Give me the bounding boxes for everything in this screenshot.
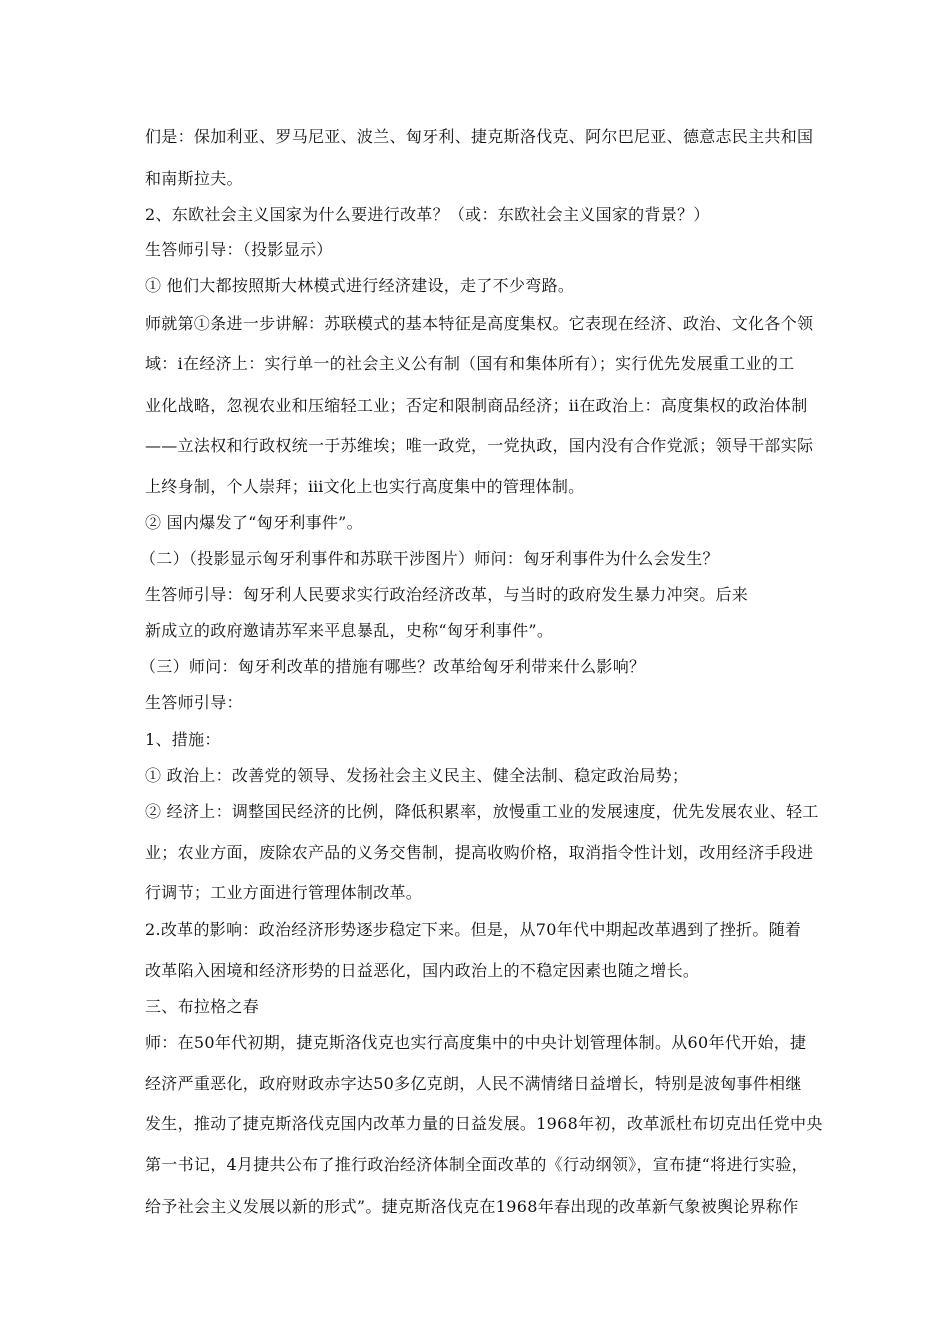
- text-line: 域：ⅰ在经济上：实行单一的社会主义公有制（国有和集体所有）；实行优先发展重工业的工: [145, 354, 795, 373]
- text-line: 改革陷入困境和经济形势的日益恶化，国内政治上的不稳定因素也随之增长。: [145, 961, 700, 980]
- text-line: 生答师引导：匈牙利人民要求实行政治经济改革，与当时的政府发生暴力冲突。后来: [145, 585, 749, 604]
- text-line: 们是：保加利亚、罗马尼亚、波兰、匈牙利、捷克斯洛伐克、阿尔巴尼亚、德意志民主共和国: [145, 127, 814, 146]
- text-line: 上终身制，个人崇拜；ⅲ文化上也实行高度集中的管理体制。: [145, 477, 585, 496]
- text-line: 师就第①条进一步讲解：苏联模式的基本特征是高度集权。它表现在经济、政治、文化各个领: [145, 314, 814, 333]
- text-line: 发生，推动了捷克斯洛伐克国内改革力量的日益发展。1968年初，改革派杜布切克出任党中央: [145, 1114, 823, 1133]
- text-line: （三）师问：匈牙利改革的措施有哪些？改革给匈牙利带来什么影响？: [140, 657, 646, 676]
- text-line: 2、东欧社会主义国家为什么要进行改革？（或：东欧社会主义国家的背景？）: [145, 205, 710, 224]
- text-line: 给予社会主义发展以新的形式”。捷克斯洛伐克在1968年春出现的改革新气象被舆论界称作: [145, 1197, 799, 1216]
- text-line: 新成立的政府邀请苏军来平息暴乱，史称“匈牙利事件”。: [145, 621, 554, 640]
- text-line: 师：在50年代初期，捷克斯洛伐克也实行高度集中的中央计划管理体制。从60年代开始，捷: [145, 1033, 807, 1052]
- text-line: ——立法权和行政权统一于苏维埃；唯一政党，一党执政，国内没有合作党派；领导干部实际: [145, 436, 814, 455]
- text-line: 生答师引导：: [145, 693, 243, 712]
- text-line: ② 经济上：调整国民经济的比例，降低积累率，放慢重工业的发展速度，优先发展农业、轻工: [145, 802, 819, 821]
- text-line: ② 国内爆发了“匈牙利事件”。: [145, 513, 363, 532]
- text-line: （二）（投影显示匈牙利事件和苏联干涉图片）师问：匈牙利事件为什么会发生？: [140, 549, 719, 568]
- text-line: 三、布拉格之春: [145, 997, 260, 1016]
- text-line: 第一书记，4月捷共公布了推行政治经济体制全面改革的《行动纲领》，宣布捷“将进行实验，: [145, 1155, 808, 1174]
- text-line: 1、措施：: [145, 730, 221, 749]
- text-line: 和南斯拉夫。: [145, 169, 243, 188]
- text-line: ① 他们大都按照斯大林模式进行经济建设，走了不少弯路。: [145, 276, 575, 295]
- text-line: 业化战略，忽视农业和压缩轻工业；否定和限制商品经济；ⅱ在政治上：高度集权的政治体制: [145, 396, 808, 415]
- text-line: 行调节；工业方面进行管理体制改革。: [145, 883, 423, 902]
- text-line: 2.改革的影响：政治经济形势逐步稳定下来。但是，从70年代中期起改革遇到了挫折。随着: [145, 920, 802, 939]
- text-line: 经济严重恶化，政府财政赤字达50多亿克朗，人民不满情绪日益增长，特别是波匈事件相继: [145, 1074, 802, 1093]
- text-line: 业；农业方面，废除农产品的义务交售制，提高收购价格，取消指令性计划，改用经济手段进: [145, 843, 814, 862]
- text-line: 生答师引导：（投影显示）: [145, 240, 333, 259]
- text-line: ① 政治上：改善党的领导、发扬社会主义民主、健全法制、稳定政治局势；: [145, 766, 689, 785]
